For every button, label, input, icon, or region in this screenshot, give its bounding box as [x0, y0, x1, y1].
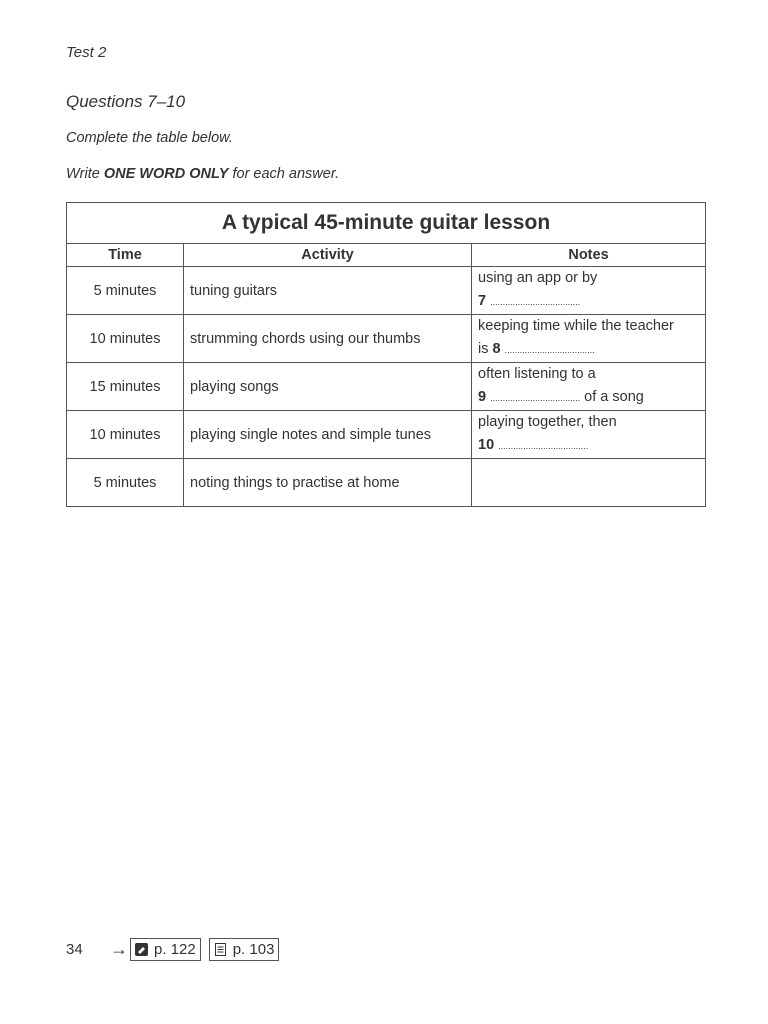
notes-cell: [472, 315, 706, 363]
notes-cell: [472, 459, 706, 507]
test-label: Test 2: [66, 44, 107, 61]
activity-cell: playing songs: [184, 363, 472, 411]
table-row: [67, 411, 706, 459]
note-text: playing together, then: [478, 414, 617, 430]
page-footer: [66, 938, 287, 961]
table-title: A typical 45-minute guitar lesson: [67, 203, 706, 244]
arrow-right-icon: →: [110, 939, 128, 959]
answer-line: [478, 338, 699, 362]
time-cell: 15 minutes: [67, 363, 184, 411]
instruction-post: for each answer.: [228, 166, 340, 182]
question-number: 7: [478, 293, 487, 309]
header-activity: Activity: [184, 244, 472, 267]
instruction-word-limit: [66, 166, 339, 182]
activity-cell: playing single notes and simple tunes: [184, 411, 472, 459]
answer-key-reference[interactable]: [209, 938, 280, 961]
note-text: using an app or by: [478, 270, 598, 286]
instruction-bold: ONE WORD ONLY: [103, 166, 229, 182]
note-text: keeping time while the teacher: [478, 318, 674, 334]
instruction-complete-table: Complete the table below.: [66, 130, 233, 146]
audio-script-page: p. 122: [154, 941, 196, 958]
answer-line: [478, 290, 699, 314]
note-text: often listening to a: [478, 366, 596, 382]
answer-key-icon: [214, 943, 227, 956]
table-row: [67, 267, 706, 315]
time-cell: 5 minutes: [67, 459, 184, 507]
header-time: Time: [67, 244, 184, 267]
table-row: [67, 459, 706, 507]
instruction-pre: Write: [66, 166, 104, 182]
table-row: [67, 363, 706, 411]
note-pre: is: [478, 341, 493, 357]
time-cell: 5 minutes: [67, 267, 184, 315]
question-number: 8: [492, 341, 501, 357]
activity-cell: tuning guitars: [184, 267, 472, 315]
audio-script-icon: [135, 943, 148, 956]
answer-blank[interactable]: ....................................: [490, 393, 581, 403]
time-cell: 10 minutes: [67, 315, 184, 363]
table-row: [67, 315, 706, 363]
activity-cell: noting things to practise at home: [184, 459, 472, 507]
audio-script-reference[interactable]: [130, 938, 201, 961]
header-notes: Notes: [472, 244, 706, 267]
question-number: 9: [478, 389, 487, 405]
notes-cell: [472, 363, 706, 411]
answer-line: [478, 434, 699, 458]
page-number: 34: [66, 941, 83, 958]
time-cell: 10 minutes: [67, 411, 184, 459]
answer-blank[interactable]: ....................................: [490, 297, 581, 307]
notes-cell: [472, 411, 706, 459]
lesson-table: [66, 202, 706, 507]
note-after: of a song: [580, 389, 644, 405]
answer-blank[interactable]: ....................................: [498, 441, 589, 451]
activity-cell: strumming chords using our thumbs: [184, 315, 472, 363]
question-number: 10: [478, 437, 495, 453]
questions-title: Questions 7–10: [66, 92, 186, 111]
notes-cell: [472, 267, 706, 315]
answer-line: [478, 386, 699, 410]
answer-blank[interactable]: ....................................: [504, 345, 595, 355]
answer-key-page: p. 103: [232, 941, 275, 958]
